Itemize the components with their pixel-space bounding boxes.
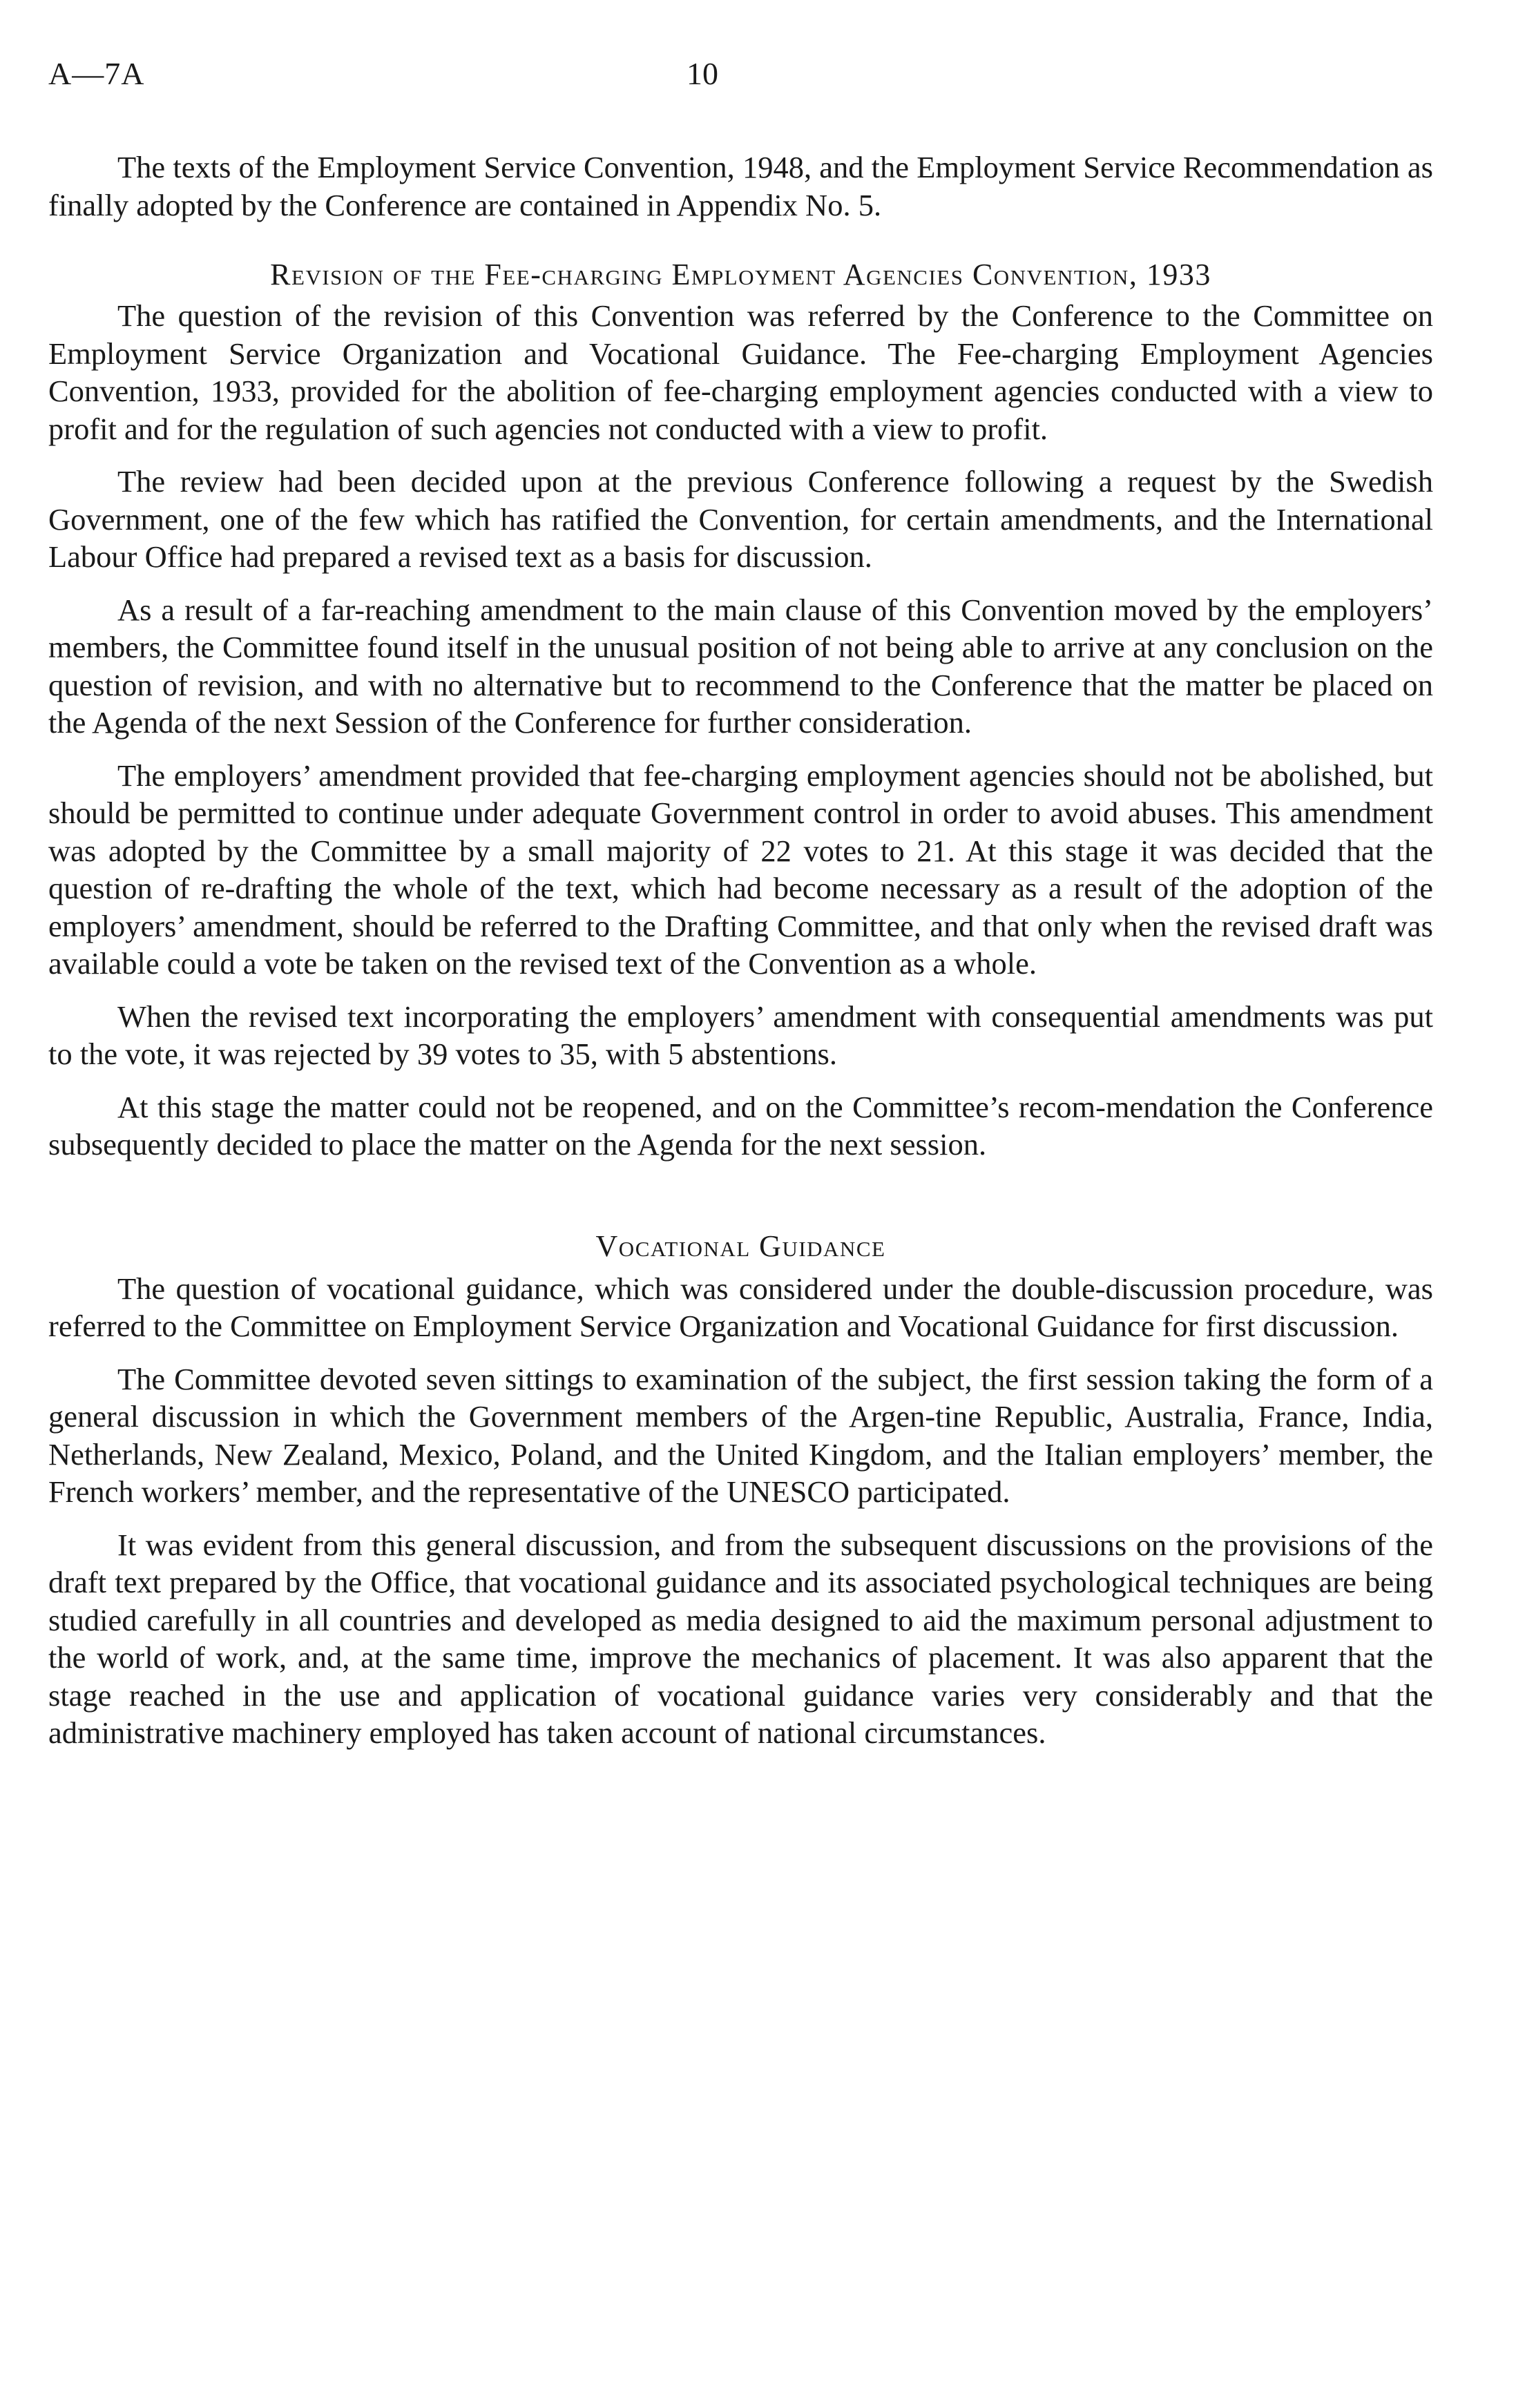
paragraph: The question of the revision of this Convention was referred by the Conference to the Committee on Employment Service Organization and Vocational Guidance. The Fee-charging Employment Agencies Convention, 1933, provided for the abolition of fee-charging employment agencies conducted with a view to profit and for the regulation of such agencies not conducted with a view to profit. [48, 298, 1433, 446]
paragraph: The question of vocational guidance, which was considered under the double-discussion procedure, was referred to the Committee on Employment Service Organization and Vocational Guidance for first discussion. [48, 1271, 1433, 1343]
section-heading-revision: Revision of the Fee-charging Employment Agencies Convention, 1933 [270, 258, 1211, 291]
paragraph: The Committee devoted seven sittings to examination of the subject, the first session taking the form of a general discussion in which the Government members of the Argen-tine Republic, Australia, France, India, Netherlands, New Zealand, Mexico, Poland, and the United Kingdom, and the Italian employers’ member, the French workers’ member, and the representative of the UNESCO participated. [48, 1361, 1433, 1509]
running-header [48, 48, 1433, 117]
section-heading-vocational: Vocational Guidance [595, 1229, 886, 1263]
paragraph: It was evident from this general discussion, and from the subsequent discussions on the provisions of the draft text prepared by the Office, that vocational guidance and its associated psychological techniques are being studied carefully in all countries and developed as media designed to aid the maximum personal adjustment to the world of work, and, at the same time, improve the mechanics of placement. It was also apparent that the stage reached in the use and application of vocational guidance varies very considerably and that the administrative machinery employed has taken account of national circumstances. [48, 1527, 1433, 1750]
page-body [48, 148, 1433, 1767]
paragraph: At this stage the matter could not be reopened, and on the Committee’s recom-mendation the Conference subsequently decided to place the matter on the Agenda for the next session. [48, 1089, 1433, 1162]
paragraph: As a result of a far-reaching amendment to the main clause of this Convention moved by the employers’ members, the Committee found itself in the unusual position of not being able to arrive at any conclusion on the question of revision, and with no alternative but to recommend to the Conference that the matter be placed on the Agenda of the next Session of the Conference for further consideration. [48, 592, 1433, 740]
document-page [48, 48, 1433, 1750]
paragraph: The employers’ amendment provided that fee-charging employment agencies should not be abolished, but should be permitted to continue under adequate Government control in order to avoid abuses. This amendment was adopted by the Committee by a small majority of 22 votes to 21. At this stage it was decided that the question of re-drafting the whole of the text, which had become necessary as a result of the adoption of the employers’ amendment, should be referred to the Drafting Committee, and that only when the revised draft was available could a vote be taken on the revised text of the Convention as a whole. [48, 758, 1433, 981]
page-number: 10 [687, 56, 718, 91]
page-reference: A—7A [48, 56, 145, 91]
intro-paragraph: The texts of the Employment Service Convention, 1948, and the Employment Service Recommendation as finally adopted by the Conference are contained in Appendix No. 5. [48, 150, 1433, 222]
paragraph: When the revised text incorporating the employers’ amendment with consequential amendments was put to the vote, it was rejected by 39 votes to 35, with 5 abstentions. [48, 999, 1433, 1071]
paragraph: The review had been decided upon at the previous Conference following a request by the Swedish Government, one of the few which has ratified the Convention, for certain amendments, and the International Labour Office had prepared a revised text as a basis for discussion. [48, 464, 1433, 574]
